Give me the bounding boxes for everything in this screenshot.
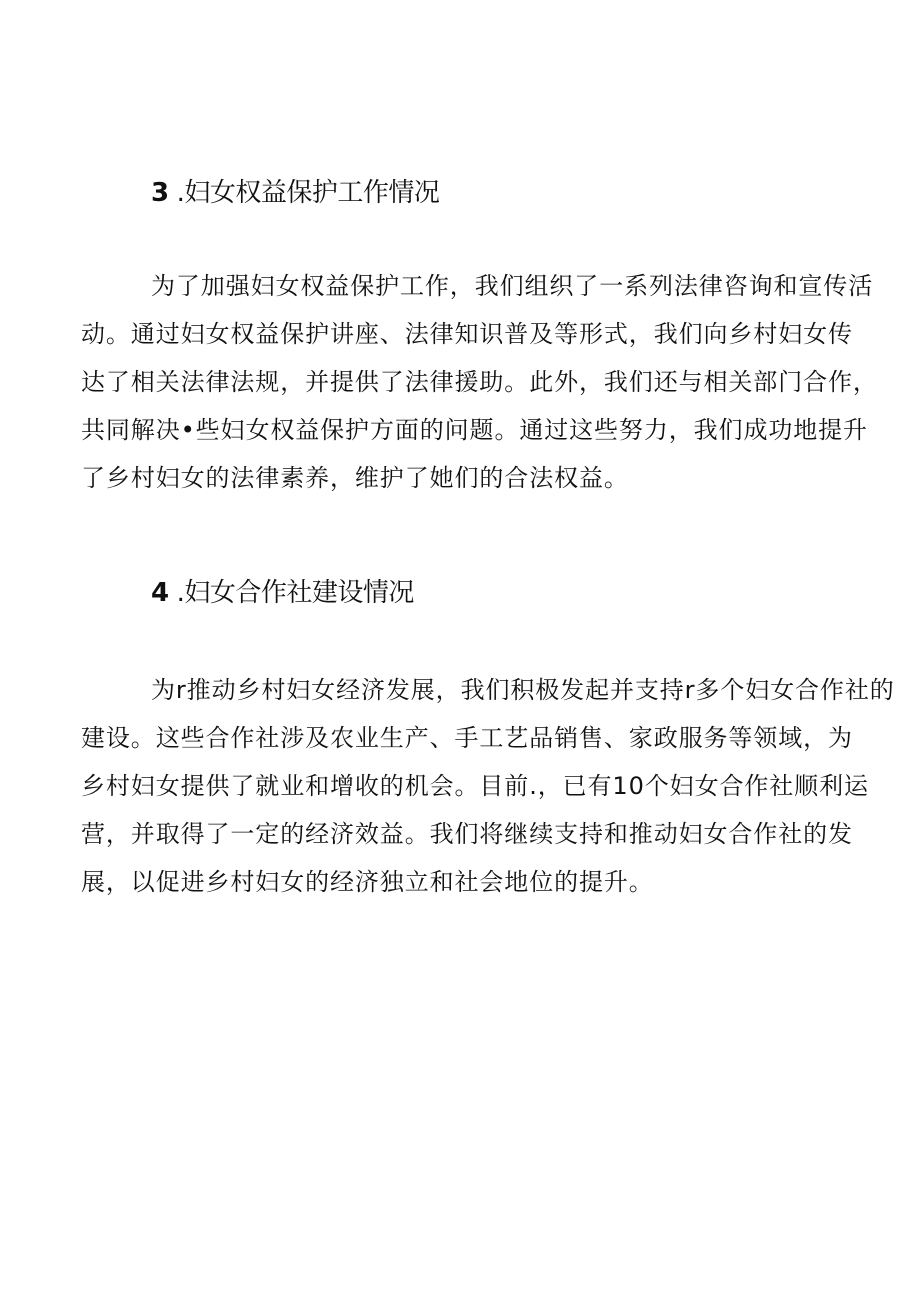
section-number: 3 [151, 178, 169, 208]
paragraph-line: 了乡村妇女的法律素养，维护了她们的合法权益。 [81, 464, 629, 492]
section-number: 4 [151, 578, 169, 608]
section-paragraph [81, 666, 895, 906]
paragraph-line: 动。通过妇女权益保护讲座、法律知识普及等形式，我们向乡村妇女传 [81, 320, 853, 348]
section-heading [151, 176, 439, 210]
section-paragraph [81, 262, 878, 502]
paragraph-line: 为了加强妇女权益保护工作，我们组织了一系列法律咨询和宣传活 [151, 272, 874, 300]
section-title: .妇女权益保护工作情况 [176, 178, 440, 208]
paragraph-line: 营，并取得了一定的经济效益。我们将继续支持和推动妇女合作社的发 [81, 820, 853, 848]
paragraph-line: 乡村妇女提供了就业和增收的机会。目前.，已有10个妇女合作社顺利运 [81, 772, 869, 800]
paragraph-line: 为r推动乡村妇女经济发展，我们积极发起并支持r多个妇女合作社的 [151, 676, 895, 704]
section-title: .妇女合作社建设情况 [176, 578, 414, 608]
paragraph-line: 共同解决•些妇女权益保护方面的问题。通过这些努力，我们成功地提升 [81, 416, 868, 444]
section-heading [151, 576, 414, 610]
paragraph-line: 达了相关法律法规，并提供了法律援助。此外，我们还与相关部门合作， [81, 368, 878, 396]
paragraph-line: 展，以促进乡村妇女的经济独立和社会地位的提升。 [81, 868, 654, 896]
paragraph-line: 建设。这些合作社涉及农业生产、手工艺品销售、家政服务等领域，为 [81, 724, 853, 752]
